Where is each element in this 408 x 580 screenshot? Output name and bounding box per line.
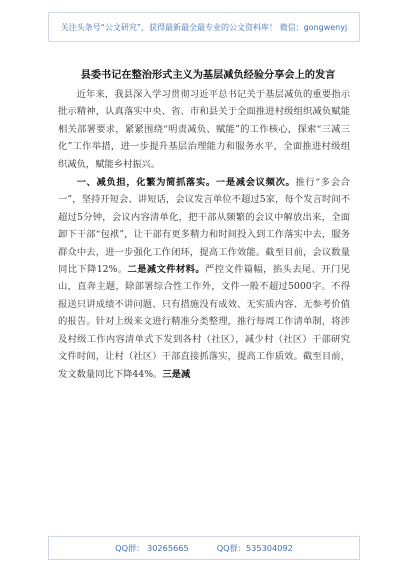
subheading-1: 一是减会议频次。	[215, 177, 296, 189]
footer-bar	[48, 536, 360, 560]
qq-group-2: QQ群：535304092	[216, 542, 293, 553]
subheading-2: 二是减文件材料。	[127, 264, 206, 276]
subheading-3: 三是减	[162, 368, 191, 380]
document-body	[58, 86, 350, 383]
paragraph-section-1	[58, 174, 350, 383]
section-text-1: 推行“多会合一”，坚持开短会、讲短话，会议发言单位不超过5家，每个发言时间不超过5分钟，会议内容清单化，把干部从频繁的会议中解放出来，全面卸下干部“包袱”，让干部有更多精力和时间投入到工作落实中去，服务群众中去，进一步强化工作闭环，提高工作效能。截至目前，会议数量同比下降12%。	[58, 177, 350, 276]
paragraph-intro: 近年来，我县深入学习贯彻习近平总书记关于基层减负的重要指示批示精神，认真落实中央、省、市和县关于全面推进村级组织减负赋能相关部署要求，紧紧围绕“明责减负、赋能”的工作核心，探索“三减三化”工作举措，进一步提升基层治理能力和服务水平，全面推进村级组织减负，赋能乡村振兴。	[58, 89, 350, 170]
top-banner	[48, 12, 360, 42]
section-text-2: 严控文件篇幅，掐头去尾、开门见山，直奔主题，除部署综合性工作外，文件一般不超过5000字。不得报送只讲成绩不讲问题、只有措施没有成效、无实质内容、无参考价值的报告。针对上级来文进行精准分类整理，推行每周工作清单制，将涉及村级工作内容清单式下发到各村（社区），减少村（社区）干部研究文件时间，让村（社区）干部直接抓落实，提高工作质效。截至目前，发文数量同比下降44%。	[58, 264, 350, 380]
document-title: 县委书记在整治形式主义为基层减负经验分享会上的发言	[80, 70, 336, 81]
section-heading: 一、减负担，化繁为简抓落实。	[76, 177, 216, 189]
qq-group-1: QQ群： 30265665	[115, 542, 189, 553]
banner-text: 关注头条号“公文研究”，获得最新最全最专业的公文资料库！ 微信：gongwenyj	[60, 22, 348, 32]
